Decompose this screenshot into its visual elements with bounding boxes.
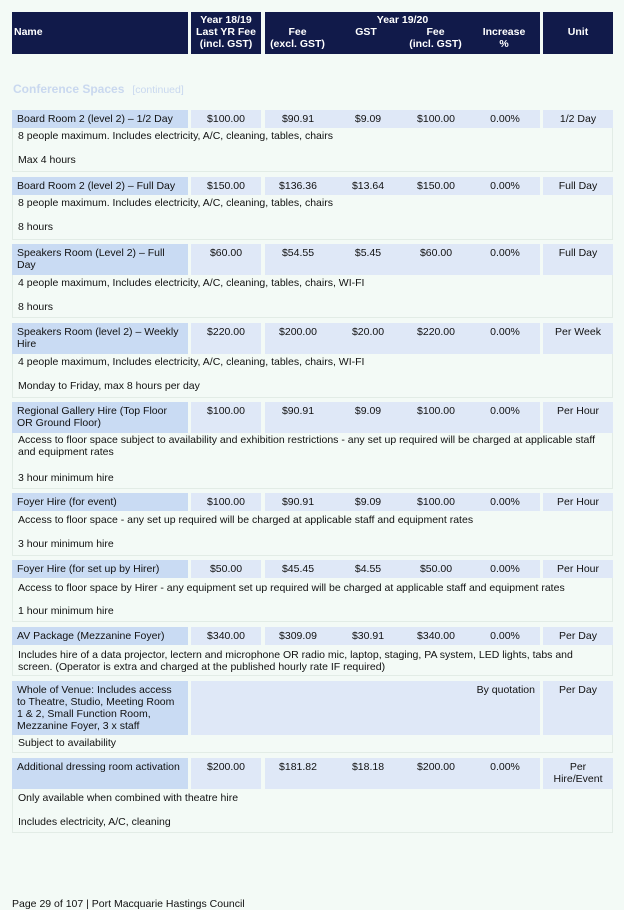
row-year-fees: [265, 560, 540, 578]
row-fee-ex: $54.55: [281, 247, 315, 259]
row-desc-line2: 1 hour minimum hire: [18, 605, 114, 617]
row-fee-inc: $150.00: [417, 180, 455, 192]
row-desc-line2: 8 hours: [18, 301, 54, 313]
row-last-year-fee: $100.00: [191, 110, 261, 128]
row-description: [12, 195, 613, 240]
header-name: Name: [14, 26, 43, 38]
row-fee-inc: $100.00: [417, 405, 455, 417]
row-description: [12, 433, 613, 489]
row-gst: $9.09: [354, 405, 382, 417]
row-desc-line1: 4 people maximum, Includes electricity, A/C, cleaning, tables, chairs, WI-FI: [18, 356, 365, 368]
row-desc-line1: 8 people maximum. Includes electricity, A/C, cleaning, tables, chairs: [18, 197, 333, 209]
row-desc-line1: 8 people maximum. Includes electricity, A/C, cleaning, tables, chairs: [18, 130, 333, 142]
row-year-fees: [265, 627, 540, 645]
row-increase: 0.00%: [490, 113, 520, 125]
row-fee-inc: $200.00: [417, 761, 455, 773]
row-desc-line1: Only available when combined with theatre hire: [18, 792, 239, 804]
row-year-fees: [265, 493, 540, 511]
row-desc-line2: Includes electricity, A/C, cleaning: [18, 816, 171, 828]
row-gst: $9.09: [354, 113, 382, 125]
header-increase: Increase %: [482, 26, 526, 50]
header-unit: Unit: [567, 26, 589, 38]
row-gst: $30.91: [351, 630, 385, 642]
row-desc-line1: Access to floor space subject to availability and exhibition restrictions - any set up required will be charged at applicable staff and equipment rates: [18, 434, 596, 458]
row-description: [12, 578, 613, 622]
row-fee-ex: $181.82: [279, 761, 317, 773]
header-unit-cell: [543, 12, 613, 54]
row-unit: Per Hour: [543, 493, 613, 511]
row-desc-line1: Subject to availability: [18, 737, 117, 749]
row-quote: By quotation: [476, 684, 535, 696]
row-gst: $20.00: [351, 326, 385, 338]
row-last-year-fee: $50.00: [191, 560, 261, 578]
row-quote-cell: [191, 681, 540, 735]
row-fee-ex: $90.91: [281, 496, 315, 508]
row-last-year-fee: $220.00: [191, 323, 261, 354]
header-fee-ex: Fee (excl. GST): [270, 26, 325, 50]
row-year-fees: [265, 402, 540, 433]
row-increase: 0.00%: [490, 563, 520, 575]
row-desc-line1: Access to floor space by Hirer - any equipment set up required will be charged at applicable staff and equipment rates: [18, 582, 565, 594]
row-fee-inc: $50.00: [419, 563, 453, 575]
row-year-fees: [265, 177, 540, 195]
row-increase: 0.00%: [490, 496, 520, 508]
row-name: Speakers Room (Level 2) – Full Day: [12, 244, 188, 275]
row-unit: Full Day: [543, 244, 613, 275]
row-increase: 0.00%: [490, 180, 520, 192]
row-increase: 0.00%: [490, 761, 520, 773]
section-note: [continued]: [132, 84, 184, 96]
row-description: [12, 511, 613, 556]
row-last-year-fee: $340.00: [191, 627, 261, 645]
row-name: Additional dressing room activation: [12, 758, 188, 789]
row-unit: 1/2 Day: [543, 110, 613, 128]
row-gst: $18.18: [351, 761, 385, 773]
row-fee-ex: $136.36: [279, 180, 317, 192]
row-last-year-fee: $60.00: [191, 244, 261, 275]
row-unit: Per Week: [543, 323, 613, 354]
row-unit: Per Hour: [543, 402, 613, 433]
row-year-fees: [265, 758, 540, 789]
row-unit: Per Day: [543, 627, 613, 645]
row-name: Whole of Venue: Includes access to Theatre, Studio, Meeting Room 1 & 2, Small Function Room, Mezzanine Foyer, 3 x staff: [12, 681, 188, 735]
row-desc-line1: Access to floor space - any set up required will be charged at applicable staff and equipment rates: [18, 514, 474, 526]
row-increase: 0.00%: [490, 326, 520, 338]
row-increase: 0.00%: [490, 405, 520, 417]
row-desc-line2: 3 hour minimum hire: [18, 472, 114, 484]
row-fee-inc: $100.00: [417, 113, 455, 125]
row-unit: Full Day: [543, 177, 613, 195]
row-increase: 0.00%: [490, 630, 520, 642]
row-gst: $5.45: [354, 247, 382, 259]
row-fee-ex: $90.91: [281, 113, 315, 125]
header-last-year-cell: [191, 12, 261, 54]
row-unit: Per Hire/Event: [543, 758, 613, 789]
row-description: [12, 128, 613, 172]
row-name: AV Package (Mezzanine Foyer): [12, 627, 188, 645]
section-title: Conference Spaces: [13, 82, 125, 96]
row-desc-line2: Max 4 hours: [18, 154, 76, 166]
row-desc-line1: Includes hire of a data projector, lectern and microphone OR radio mic, laptop, staging, PA system, LED lights, tabs and screen. (Operator is extra and charged at the published hourly rate IF required): [18, 649, 573, 673]
row-fee-inc: $100.00: [417, 496, 455, 508]
row-fee-inc: $60.00: [419, 247, 453, 259]
row-gst: $13.64: [351, 180, 385, 192]
row-desc-line2: 3 hour minimum hire: [18, 538, 114, 550]
row-gst: $9.09: [354, 496, 382, 508]
row-last-year-fee: $100.00: [191, 402, 261, 433]
row-fee-ex: $200.00: [279, 326, 317, 338]
row-description: [12, 354, 613, 398]
row-desc-line2: 8 hours: [18, 221, 54, 233]
row-last-year-fee: $200.00: [191, 758, 261, 789]
row-year-fees: [265, 323, 540, 354]
row-description: [12, 275, 613, 318]
header-last-year: Year 18/19 Last YR Fee (incl. GST): [196, 14, 256, 50]
row-fee-ex: $309.09: [279, 630, 317, 642]
row-name: Regional Gallery Hire (Top Floor OR Ground Floor): [12, 402, 188, 433]
row-unit: Per Day: [543, 681, 613, 735]
header-year-group: Year 19/20: [376, 14, 429, 26]
row-year-fees: [265, 244, 540, 275]
header-year-group-cell: [265, 12, 540, 54]
row-fee-inc: $220.00: [417, 326, 455, 338]
page-footer: Page 29 of 107 | Port Macquarie Hastings Council: [12, 898, 245, 910]
row-unit: Per Hour: [543, 560, 613, 578]
row-last-year-fee: $100.00: [191, 493, 261, 511]
row-name: Speakers Room (level 2) – Weekly Hire: [12, 323, 188, 354]
row-fee-ex: $90.91: [281, 405, 315, 417]
header-gst: GST: [355, 26, 377, 38]
row-fee-inc: $340.00: [417, 630, 455, 642]
row-description: [12, 735, 613, 753]
row-name: Board Room 2 (level 2) – Full Day: [12, 177, 188, 195]
header-fee-inc: Fee (incl. GST): [409, 26, 462, 50]
row-desc-line1: 4 people maximum, Includes electricity, A/C, cleaning, tables, chairs, WI-FI: [18, 277, 365, 289]
row-fee-ex: $45.45: [281, 563, 315, 575]
row-last-year-fee: $150.00: [191, 177, 261, 195]
header-name-cell: [12, 12, 188, 54]
row-year-fees: [265, 110, 540, 128]
row-gst: $4.55: [354, 563, 382, 575]
row-description: [12, 645, 613, 676]
row-name: Foyer Hire (for set up by Hirer): [12, 560, 188, 578]
row-name: Foyer Hire (for event): [12, 493, 188, 511]
row-desc-line2: Monday to Friday, max 8 hours per day: [18, 380, 200, 392]
section-heading: [13, 82, 184, 96]
row-name: Board Room 2 (level 2) – 1/2 Day: [12, 110, 188, 128]
row-description: [12, 789, 613, 833]
row-increase: 0.00%: [490, 247, 520, 259]
